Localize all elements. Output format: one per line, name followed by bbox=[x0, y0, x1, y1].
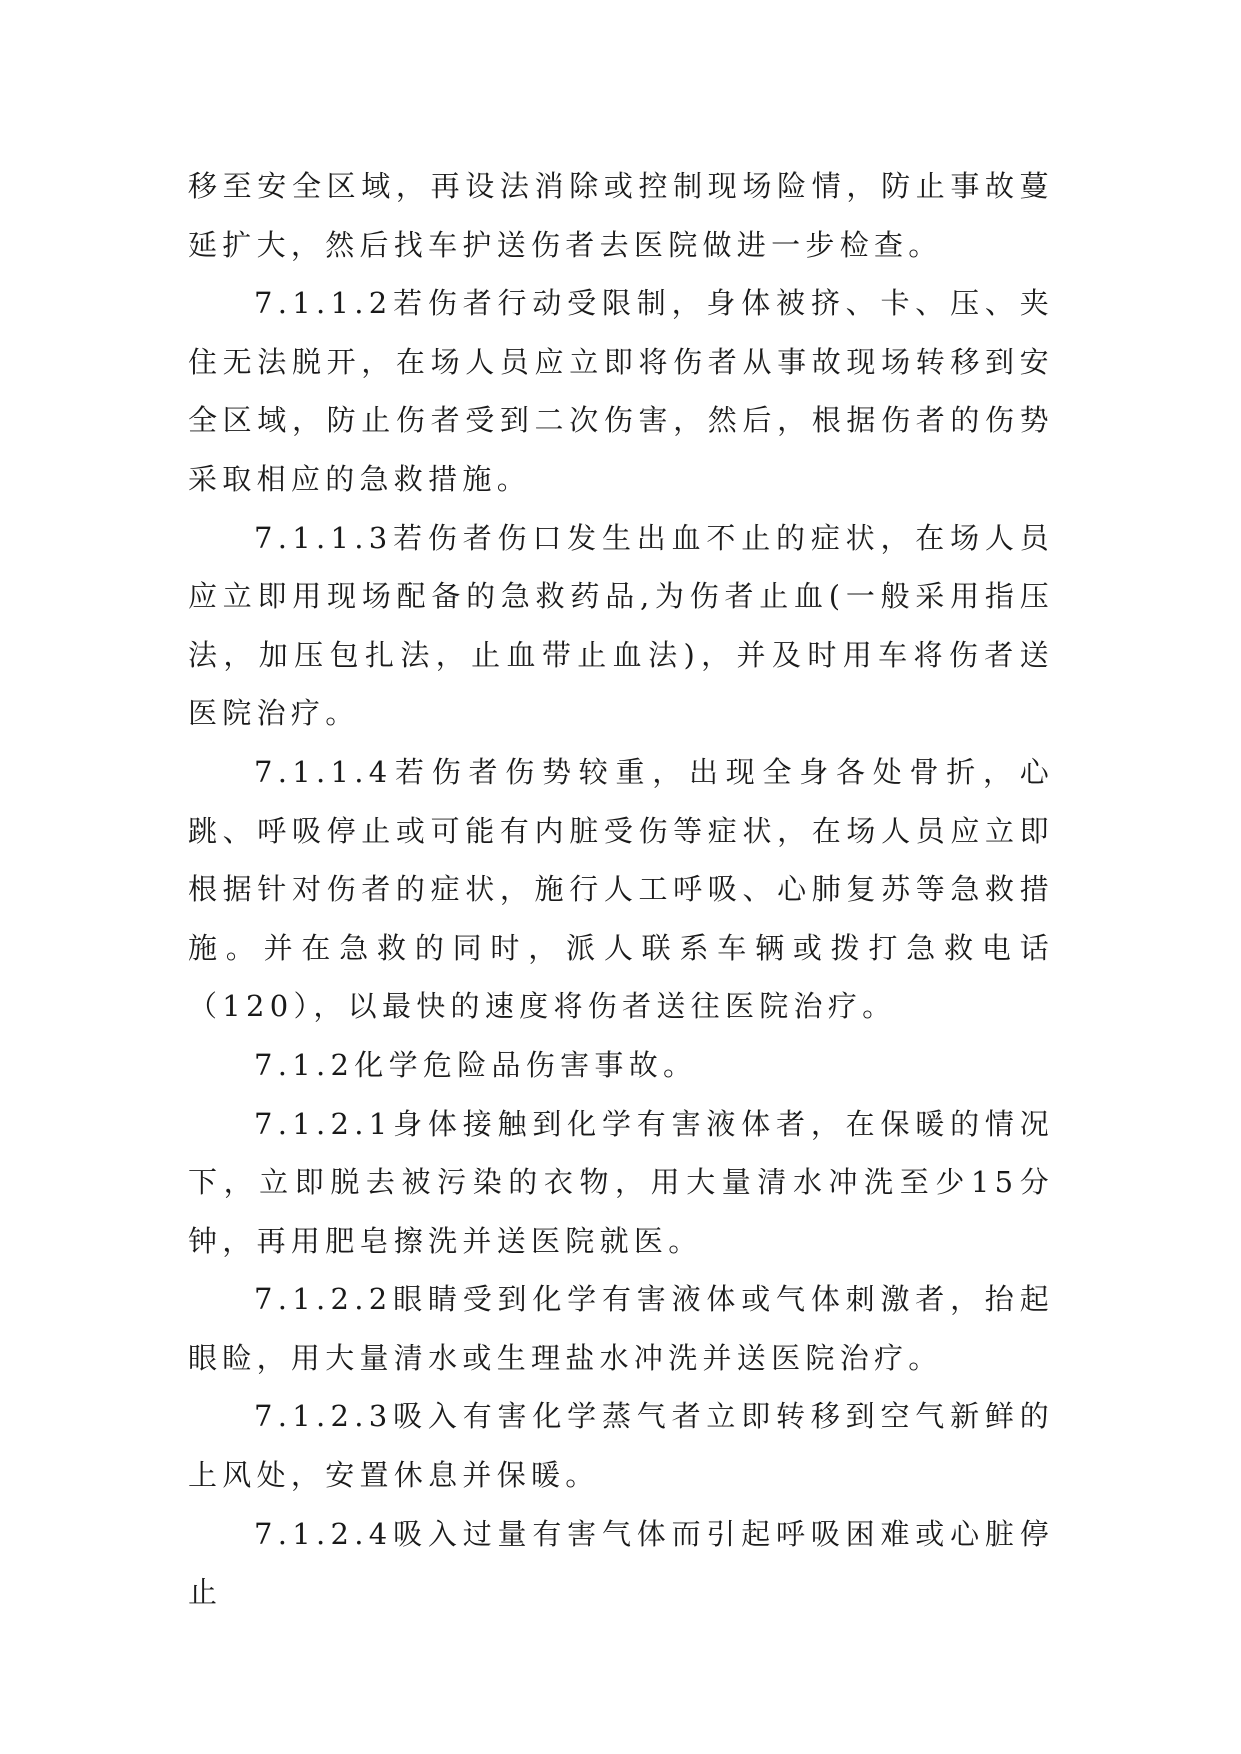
paragraph-7-1-2-1: 7.1.2.1身体接触到化学有害液体者，在保暖的情况下，立即脱去被污染的衣物，用大量清水冲洗至少15分钟，再用肥皂擦洗并送医院就医。 bbox=[188, 1106, 1054, 1258]
paragraph-7-1-2-4: 7.1.2.4吸入过量有害气体而引起呼吸困难或心脏停止 bbox=[188, 1516, 1054, 1610]
paragraph-7-1-1-3: 7.1.1.3若伤者伤口发生出血不止的症状，在场人员应立即用现场配备的急救药品,为伤者止血(一般采用指压法，加压包扎法，止血带止血法)，并及时用车将伤者送医院治疗。 bbox=[188, 520, 1054, 731]
paragraph-7-1-2-3: 7.1.2.3吸入有害化学蒸气者立即转移到空气新鲜的上风处，安置休息并保暖。 bbox=[188, 1399, 1054, 1493]
paragraph-continuation: 移至安全区域，再设法消除或控制现场险情，防止事故蔓延扩大，然后找车护送伤者去医院做进一步检查。 bbox=[188, 169, 1054, 262]
section-heading-7-1-2: 7.1.2化学危险品伤害事故。 bbox=[254, 1047, 698, 1082]
paragraph-7-1-1-2: 7.1.1.2若伤者行动受限制，身体被挤、卡、压、夹住无法脱开，在场人员应立即将伤者从事故现场转移到安全区域，防止伤者受到二次伤害，然后，根据伤者的伤势采取相应的急救措施。 bbox=[188, 286, 1054, 496]
paragraph-7-1-1-4: 7.1.1.4若伤者伤势较重，出现全身各处骨折，心跳、呼吸停止或可能有内脏受伤等症状，在场人员应立即根据针对伤者的症状，施行人工呼吸、心肺复苏等急救措施。并在急救的同时，派人联系车辆或拨打急救电话（120），以最快的速度将伤者送往医院治疗。 bbox=[188, 754, 1054, 1024]
paragraph-7-1-2-2: 7.1.2.2眼睛受到化学有害液体或气体刺激者，抬起眼睑，用大量清水或生理盐水冲洗并送医院治疗。 bbox=[188, 1282, 1054, 1375]
document-body bbox=[188, 157, 1054, 1622]
